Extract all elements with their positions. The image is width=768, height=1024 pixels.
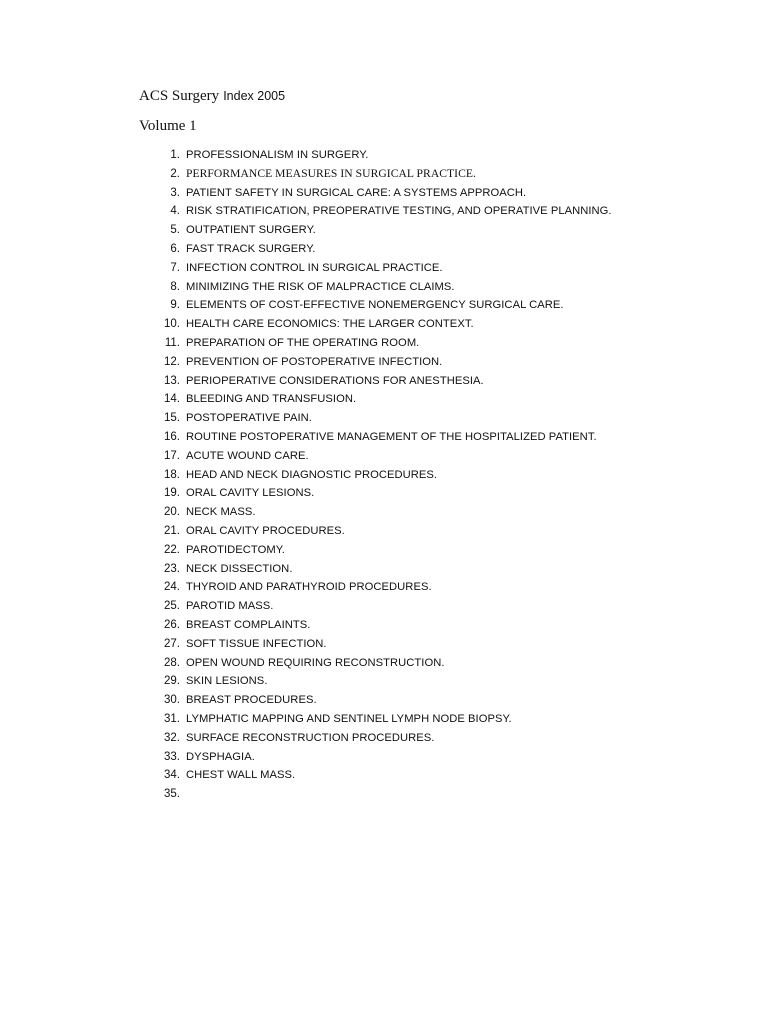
list-item-text: FAST TRACK SURGERY. (186, 242, 316, 255)
list-item-number: 34. (164, 769, 180, 782)
list-item (0, 616, 768, 635)
list-item (0, 541, 768, 560)
list-item-number: 4. (170, 205, 180, 218)
list-item-number: 6. (170, 242, 180, 255)
list-item-text: OUTPATIENT SURGERY. (186, 224, 316, 237)
list-item (0, 353, 768, 372)
list-item-text: RISK STRATIFICATION, PREOPERATIVE TESTING, AND OPERATIVE PLANNING. (186, 205, 612, 218)
list-item-text: SKIN LESIONS. (186, 675, 268, 688)
list-item (0, 578, 768, 597)
list-item-number: 8. (170, 280, 180, 293)
list-item (0, 202, 768, 221)
list-item (0, 466, 768, 485)
list-item-number: 18. (164, 468, 180, 481)
list-item-text: PERIOPERATIVE CONSIDERATIONS FOR ANESTHESIA. (186, 374, 484, 387)
list-item-text: MINIMIZING THE RISK OF MALPRACTICE CLAIMS. (186, 280, 455, 293)
list-item-text: SOFT TISSUE INFECTION. (186, 637, 327, 650)
list-item-text: BLEEDING AND TRANSFUSION. (186, 393, 357, 406)
list-item (0, 710, 768, 729)
list-item (0, 296, 768, 315)
list-item-text: ELEMENTS OF COST-EFFECTIVE NONEMERGENCY SURGICAL CARE. (186, 299, 564, 312)
list-item-number: 2. (170, 167, 180, 180)
list-item-text: POSTOPERATIVE PAIN. (186, 412, 312, 425)
list-item-text: INFECTION CONTROL IN SURGICAL PRACTICE. (186, 261, 443, 274)
list-item-text: LYMPHATIC MAPPING AND SENTINEL LYMPH NODE BIOPSY. (186, 712, 512, 725)
list-item (0, 409, 768, 428)
list-item-number: 29. (164, 675, 180, 688)
list-item-number: 23. (164, 562, 180, 575)
list-item-number: 9. (170, 299, 180, 312)
list-item-text: BREAST PROCEDURES. (186, 694, 317, 707)
list-item (0, 785, 768, 804)
list-item-text: ORAL CAVITY PROCEDURES. (186, 524, 345, 537)
list-item (0, 503, 768, 522)
list-item (0, 672, 768, 691)
list-item-text: PROFESSIONALISM IN SURGERY. (186, 149, 369, 161)
list-item (0, 560, 768, 579)
list-item-text: HEALTH CARE ECONOMICS: THE LARGER CONTEXT. (186, 318, 474, 331)
volume-heading: Volume 1 (139, 118, 197, 134)
chapter-list (0, 146, 768, 804)
list-item-number: 10. (164, 318, 180, 331)
list-item-text: PREPARATION OF THE OPERATING ROOM. (186, 336, 420, 349)
list-item-number: 1. (170, 149, 180, 161)
list-item (0, 766, 768, 785)
list-item (0, 597, 768, 616)
list-item-text: PAROTID MASS. (186, 600, 274, 613)
list-item-number: 13. (164, 374, 180, 387)
list-item-text: PREVENTION OF POSTOPERATIVE INFECTION. (186, 355, 443, 368)
list-item-number: 28. (164, 656, 180, 669)
list-item-number: 11. (164, 336, 180, 349)
list-item (0, 729, 768, 748)
list-item-text: ACUTE WOUND CARE. (186, 449, 309, 462)
list-item-text: PERFORMANCE MEASURES IN SURGICAL PRACTICE. (186, 166, 476, 180)
list-item-number: 20. (164, 506, 180, 519)
list-item (0, 447, 768, 466)
list-item (0, 165, 768, 184)
list-item (0, 522, 768, 541)
list-item (0, 146, 768, 165)
list-item (0, 484, 768, 503)
list-item-number: 12. (164, 355, 180, 368)
list-item-number: 19. (164, 487, 180, 500)
list-item-text: PATIENT SAFETY IN SURGICAL CARE: A SYSTEMS APPROACH. (186, 186, 527, 199)
list-item (0, 315, 768, 334)
list-item-number: 17. (164, 449, 180, 462)
list-item-text: HEAD AND NECK DIAGNOSTIC PROCEDURES. (186, 468, 438, 481)
list-item (0, 635, 768, 654)
list-item (0, 221, 768, 240)
list-item (0, 748, 768, 767)
list-item (0, 278, 768, 297)
list-item (0, 691, 768, 710)
list-item (0, 390, 768, 409)
list-item-number: 33. (164, 750, 180, 763)
list-item (0, 334, 768, 353)
document-title (139, 87, 285, 105)
list-item-text: SURFACE RECONSTRUCTION PROCEDURES. (186, 731, 435, 744)
list-item-text: THYROID AND PARATHYROID PROCEDURES. (186, 581, 432, 594)
list-item-number: 3. (170, 186, 180, 199)
list-item-text: PAROTIDECTOMY. (186, 543, 285, 556)
list-item (0, 259, 768, 278)
list-item (0, 184, 768, 203)
list-item-text: ROUTINE POSTOPERATIVE MANAGEMENT OF THE HOSPITALIZED PATIENT. (186, 430, 597, 443)
list-item-text: BREAST COMPLAINTS. (186, 618, 311, 631)
list-item-number: 22. (164, 543, 180, 556)
list-item-number: 24. (164, 581, 180, 594)
list-item-number: 32. (164, 731, 180, 744)
list-item-number: 15. (164, 412, 180, 425)
list-item-number: 16. (164, 430, 180, 443)
list-item-number: 30. (164, 694, 180, 707)
list-item-number: 35. (164, 788, 180, 801)
list-item (0, 372, 768, 391)
list-item-number: 5. (170, 224, 180, 237)
list-item-number: 31. (164, 712, 180, 725)
list-item (0, 240, 768, 259)
list-item-text: OPEN WOUND REQUIRING RECONSTRUCTION. (186, 656, 445, 669)
list-item (0, 428, 768, 447)
list-item-number: 26. (164, 618, 180, 631)
list-item-text: NECK DISSECTION. (186, 562, 293, 575)
list-item-text: DYSPHAGIA. (186, 750, 255, 763)
list-item-number: 14. (164, 393, 180, 406)
list-item-number: 7. (170, 261, 180, 274)
list-item-number: 25. (164, 600, 180, 613)
list-item-text: CHEST WALL MASS. (186, 769, 296, 782)
list-item-number: 21. (164, 524, 180, 537)
list-item-text: NECK MASS. (186, 506, 256, 519)
list-item (0, 654, 768, 673)
title-part-serif: ACS Surgery (139, 88, 220, 104)
list-item-text: ORAL CAVITY LESIONS. (186, 487, 315, 500)
title-part-sans: Index 2005 (223, 89, 286, 103)
list-item-number: 27. (164, 637, 180, 650)
